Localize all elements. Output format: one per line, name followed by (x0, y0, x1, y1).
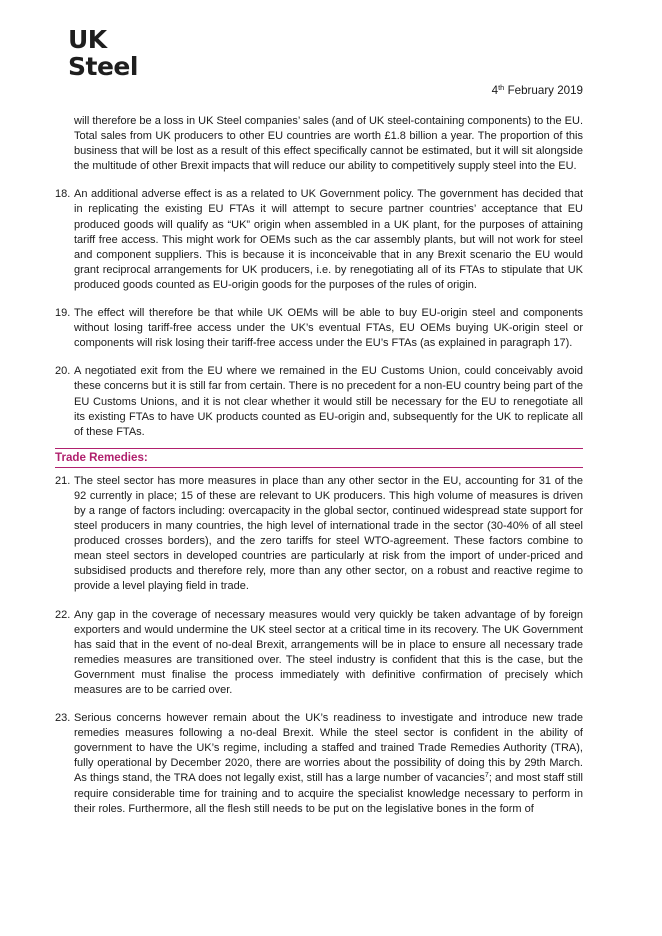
uk-steel-logo (68, 26, 138, 80)
paragraph-text: Any gap in the coverage of necessary measures would very quickly be taken advantage of by foreign exporters and would undermine the UK steel sector at a critical time in its recovery. The UK Government has said that in the event of no-deal Brexit, arrangements will be in place to ensure all necessary trade remedies measures are transitioned over. The steel industry is confident that this is the case, but the Government must finalise the process immediately with definitive confirmation of precisely which measures are to be carried over. (74, 608, 583, 696)
paragraph-number: 23. (55, 712, 71, 725)
paragraph-20 (55, 364, 583, 439)
paragraph-text (74, 711, 583, 817)
date-month-year: February 2019 (504, 84, 583, 97)
logo-line-steel: Steel (68, 52, 138, 81)
paragraph-text: The steel sector has more measures in place than any other sector in the EU, accounting for 31 of the 92 currently in place; 15 of these are relevant to UK producers. This high volume of measures is driven by a range of factors including: overcapacity in the global sector, continued widespread state support for steel producers in many countries, the high level of international trade in the sector (30-40% of all steel produced crosses borders), and the zero tariffs for steel WTO-agreement. These factors combine to mean steel sectors in developed countries are particularly at risk from the import of under-priced and subsidised products and therefore rely, more than any other sector, on a robust and reactive regime to provide a level playing field in trade. (74, 474, 583, 593)
paragraph-19 (55, 306, 583, 351)
paragraph-text: A negotiated exit from the EU where we remained in the EU Customs Union, could conceivably avoid these concerns but it is still far from certain. There is no precedent for a non-EU country being part of the EU Customs Unions, and it is not clear whether it would still be necessary for the EU to renegotiate all its existing FTAs to have UK products counted as EU-origin and, subsequently for the UK to replicate all of these FTAs. (74, 365, 583, 438)
document-body (55, 114, 583, 830)
paragraph-number: 19. (55, 307, 71, 320)
paragraph-text: An additional adverse effect is as a related to UK Government policy. The government has decided that in replicating the existing EU FTAs it will attempt to secure partner countries’ acceptance that EU produced goods will qualify as “UK” origin when assembled in a UK plant, for the purposes of attaining tariff free access. This might work for OEMs such as the car assembly plants, but will not work for steel and component suppliers. This is because it is inconceivable that in any Brexit scenario the EU would grant reciprocal arrangements for UK producers, i.e. by renegotiating all of its FTAs to stipulate that UK produced goods counted as EU-origin goods for the purposes of the rules of origin. (74, 188, 583, 291)
paragraph-21 (55, 474, 583, 595)
paragraph-text-part-1: Serious concerns however remain about the UK’s readiness to investigate and introduce new trade remedies measures following a no-deal Brexit. While the steel sector is confident in the ability of government to have the UK’s regime, including a staffed and trained Trade Remedies Authority (TRA), fully operational by December 2020, there are worries about the possibility of doing this by 29th March. As things stand, the TRA does not legally exist, still has a large number of vacancies (74, 712, 583, 785)
paragraph-text: The effect will therefore be that while UK OEMs will be able to buy EU-origin steel and components without losing tariff-free access under the UK’s eventual FTAs, EU OEMs buying UK-origin steel or components will risk losing their tariff-free access under the EU’s FTAs (as explained in paragraph 17). (74, 307, 583, 350)
date-day: 4 (491, 84, 499, 97)
paragraph-number: 18. (55, 188, 71, 201)
paragraph-18 (55, 187, 583, 293)
paragraph-text-part-2: ; and most staff still require considerable time for training and to acquire the specialist knowledge necessary to perform in their roles. Furthermore, all the flesh still needs to be put on the legislative bones in the form of (74, 772, 583, 815)
paragraph-22 (55, 608, 583, 699)
paragraph-number: 20. (55, 365, 71, 378)
paragraph-number: 22. (55, 608, 71, 621)
date-suffix: th (498, 83, 505, 92)
paragraph-number: 21. (55, 474, 71, 487)
logo-line-uk: UK (68, 25, 107, 54)
intro-paragraph: will therefore be a loss in UK Steel companies’ sales (and of UK steel-containing components) to the EU. Total sales from UK producers to other EU countries are worth £1.8 billion a year. The proportion of this business that will be lost as a result of this effect specifically cannot be estimated, but it will sit alongside the multitude of other Brexit impacts that will reduce our ability to competitively supply steel into the EU. (74, 115, 583, 173)
document-date (492, 84, 583, 97)
section-heading-trade-remedies: Trade Remedies: (55, 448, 583, 468)
paragraph-23 (55, 711, 583, 817)
footnote-marker[interactable]: 7 (484, 772, 489, 780)
